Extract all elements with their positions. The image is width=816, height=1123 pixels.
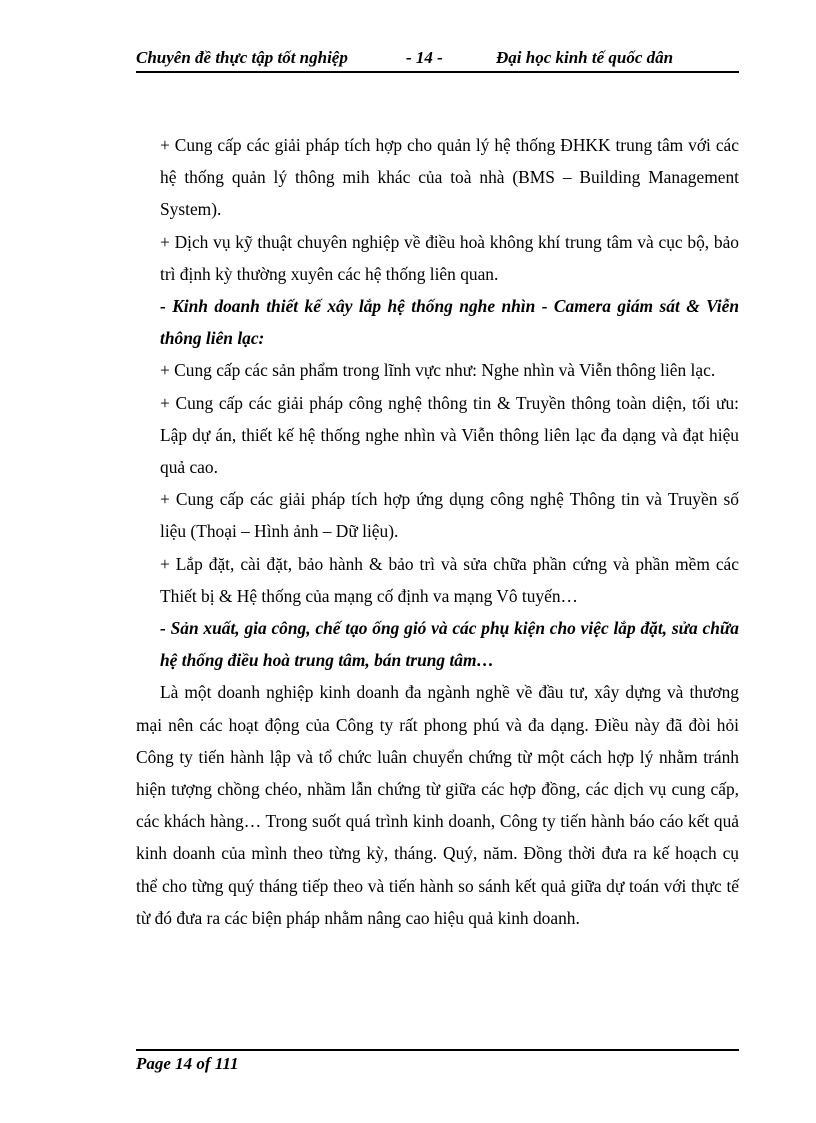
page-header xyxy=(136,48,739,70)
header-page-number: - 14 - xyxy=(406,48,443,67)
paragraph: + Cung cấp các giải pháp tích hợp ứng dụng công nghệ Thông tin và Truyền số liệu (Thoại – Hình ảnh – Dữ liệu). xyxy=(160,489,739,542)
header-divider xyxy=(136,71,739,73)
document-body xyxy=(136,129,739,934)
page-footer: Page 14 of 111 xyxy=(136,1054,239,1073)
paragraph: + Cung cấp các giải pháp tích hợp cho quản lý hệ thống ĐHKK trung tâm với các hệ thống quản lý thông mih khác của toà nhà (BMS – Building Management System). xyxy=(160,135,739,220)
header-university: Đại học kinh tế quốc dân xyxy=(496,48,674,67)
section-heading: - Sản xuất, gia công, chế tạo ống gió và các phụ kiện cho việc lắp đặt, sửa chữa hệ thống điều hoà trung tâm, bán trung tâm… xyxy=(160,618,739,671)
paragraph: + Cung cấp các sản phẩm trong lĩnh vực như: Nghe nhìn và Viễn thông liên lạc. xyxy=(160,360,716,381)
paragraph: Là một doanh nghiệp kinh doanh đa ngành nghề về đầu tư, xây dựng và thương mại nên các hoạt động của Công ty rất phong phú và đa dạng. Điều này đã đòi hỏi Công ty tiến hành lập và tổ chức luân chuyển chứng từ một cách hợp lý nhằm tránh hiện tượng chồng chéo, nhầm lẫn chứng từ giữa các hợp đồng, các dịch vụ cung cấp, các khách hàng… Trong suốt quá trình kinh doanh, Công ty tiến hành báo cáo kết quả kinh doanh của mình theo từng kỳ, tháng. Quý, năm. Đồng thời đưa ra kế hoạch cụ thể cho từng quý tháng tiếp theo và tiến hành so sánh kết quả giữa dự toán với thực tế từ đó đưa ra các biện pháp nhằm nâng cao hiệu quả kinh doanh. xyxy=(136,682,739,928)
header-title: Chuyên đề thực tập tốt nghiệp xyxy=(136,48,348,67)
paragraph: + Lắp đặt, cài đặt, bảo hành & bảo trì và sửa chữa phần cứng và phần mềm các Thiết bị & Hệ thống của mạng cố định va mạng Vô tuyến… xyxy=(160,553,739,606)
section-heading: - Kinh doanh thiết kế xây lắp hệ thống nghe nhìn - Camera giám sát & Viễn thông liên lạc: xyxy=(160,296,739,349)
paragraph: + Cung cấp các giải pháp công nghệ thông tin & Truyền thông toàn diện, tối ưu: Lập dự án, thiết kế hệ thống nghe nhìn và Viễn thông liên lạc đa dạng và đạt hiệu quả cao. xyxy=(160,392,739,478)
footer-divider xyxy=(136,1049,739,1051)
paragraph: + Dịch vụ kỹ thuật chuyên nghiệp về điều hoà không khí trung tâm và cục bộ, bảo trì định kỳ thường xuyên các hệ thống liên quan. xyxy=(160,231,739,284)
